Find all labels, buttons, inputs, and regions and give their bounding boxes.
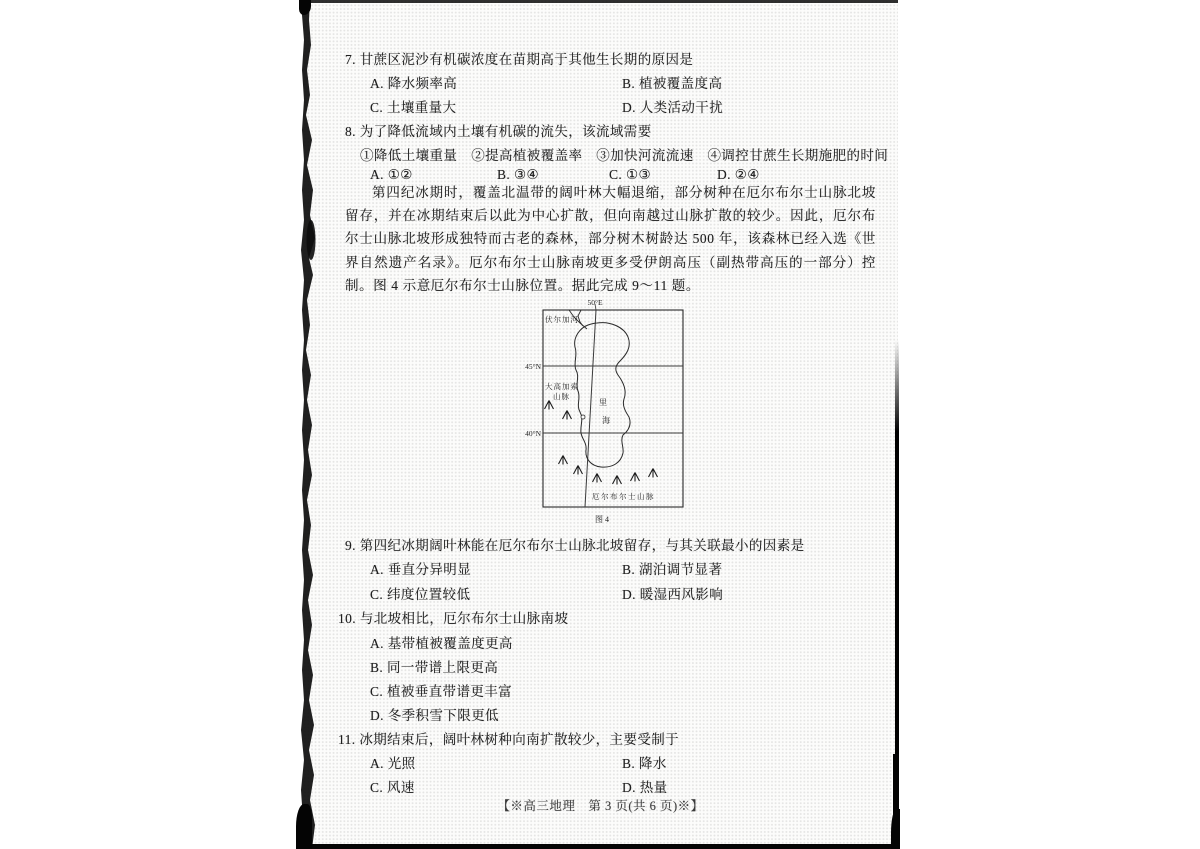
figure-4-map — [525, 293, 690, 538]
question-11-option-b: B. 降水 — [622, 756, 667, 771]
question-11-title: 11. 冰期结束后，阔叶林树种向南扩散较少，主要受制于 — [338, 732, 680, 747]
question-10-option-d: D. 冬季积雪下限更低 — [370, 708, 499, 723]
question-7-option-c: C. 土壤重量大 — [370, 100, 457, 115]
question-8-items: ①降低土壤重量 ②提高植被覆盖率 ③加快河流流速 ④调控甘蔗生长期施肥的时间 — [360, 148, 889, 163]
mountain-symbol — [593, 474, 602, 483]
caspian-sea-outline — [575, 323, 630, 468]
question-7-title: 7. 甘蔗区泥沙有机碳浓度在苗期高于其他生长期的原因是 — [345, 52, 694, 67]
question-10-title: 10. 与北坡相比，厄尔布尔士山脉南坡 — [338, 611, 569, 626]
figure-caption: 图 4 — [595, 515, 609, 524]
question-7-option-b: B. 植被覆盖度高 — [622, 76, 723, 91]
question-11-option-a: A. 光照 — [370, 756, 416, 771]
map-label-50e: 50°E — [587, 298, 603, 307]
question-8-option-c: C. ①③ — [609, 167, 651, 182]
question-8-option-b: B. ③④ — [497, 167, 539, 182]
question-11-option-d: D. 热量 — [622, 780, 668, 795]
question-9-title: 9. 第四纪冰期阔叶林能在厄尔布尔士山脉北坡留存，与其关联最小的因素是 — [345, 538, 805, 553]
mountain-symbol — [649, 469, 658, 478]
passage-text: 第四纪冰期时，覆盖北温带的阔叶林大幅退缩，部分树种在厄尔布尔士山脉北坡留存，并在冰期结束后以此为中心扩散，但向南越过山脉扩散的较少。因此，厄尔布尔士山脉北坡形成独特而古老的森林，部分树木树龄达 500 年，该森林已经入选《世界自然遗产名录》。厄尔布尔士山脉南坡更多受伊朗高压（副热带高压的一部分）控制。图 4 示意厄尔布尔士山脉位置。据此完成 9～11 题。 — [345, 185, 876, 293]
page-footer: 【※高三地理 第 3 页(共 6 页)※】 — [497, 799, 704, 813]
scan-bottom-right-corner — [891, 809, 900, 849]
mountain-symbol — [545, 401, 554, 410]
map-frame — [543, 310, 683, 507]
question-10-option-a: A. 基带植被覆盖度更高 — [370, 636, 513, 651]
question-9-option-d: D. 暖湿西风影响 — [622, 587, 724, 602]
question-8-option-d: D. ②④ — [717, 167, 760, 182]
scan-spine-shadow — [296, 0, 318, 849]
scanned-exam-page — [303, 0, 898, 849]
map-label-40n: 40°N — [525, 429, 541, 438]
question-9-option-c: C. 纬度位置较低 — [370, 587, 471, 602]
map-label-volga-river: 伏尔加河 — [545, 315, 579, 324]
scan-top-edge — [303, 0, 898, 3]
map-label-caucasus-1: 大高加索 — [545, 382, 579, 391]
question-7-option-a: A. 降水频率高 — [370, 76, 458, 91]
mountain-symbol — [563, 411, 572, 420]
scan-bottom-edge — [299, 844, 900, 849]
map-label-caspian-2: 海 — [602, 416, 610, 425]
map-label-caspian-1: 里 — [599, 398, 607, 407]
question-11-option-c: C. 风速 — [370, 780, 415, 795]
mountain-symbol — [559, 456, 568, 465]
mountain-symbol — [613, 476, 622, 485]
question-8-title: 8. 为了降低流域内土壤有机碳的流失，该流域需要 — [345, 124, 652, 139]
question-9-option-b: B. 湖泊调节显著 — [622, 562, 723, 577]
question-10-option-b: B. 同一带谱上限更高 — [370, 660, 499, 675]
question-7-option-d: D. 人类活动干扰 — [622, 100, 724, 115]
mountain-symbol — [574, 466, 583, 475]
map-label-45n: 45°N — [525, 362, 541, 371]
question-10-option-c: C. 植被垂直带谱更丰富 — [370, 684, 513, 699]
coast-city-marker — [581, 415, 585, 419]
map-label-caucasus-2: 山脉 — [553, 392, 570, 401]
question-8-option-a: A. ①② — [370, 167, 413, 182]
mountain-symbol — [631, 473, 640, 482]
map-label-elburz: 厄尔布尔士山脉 — [592, 492, 655, 501]
question-9-option-a: A. 垂直分异明显 — [370, 562, 472, 577]
